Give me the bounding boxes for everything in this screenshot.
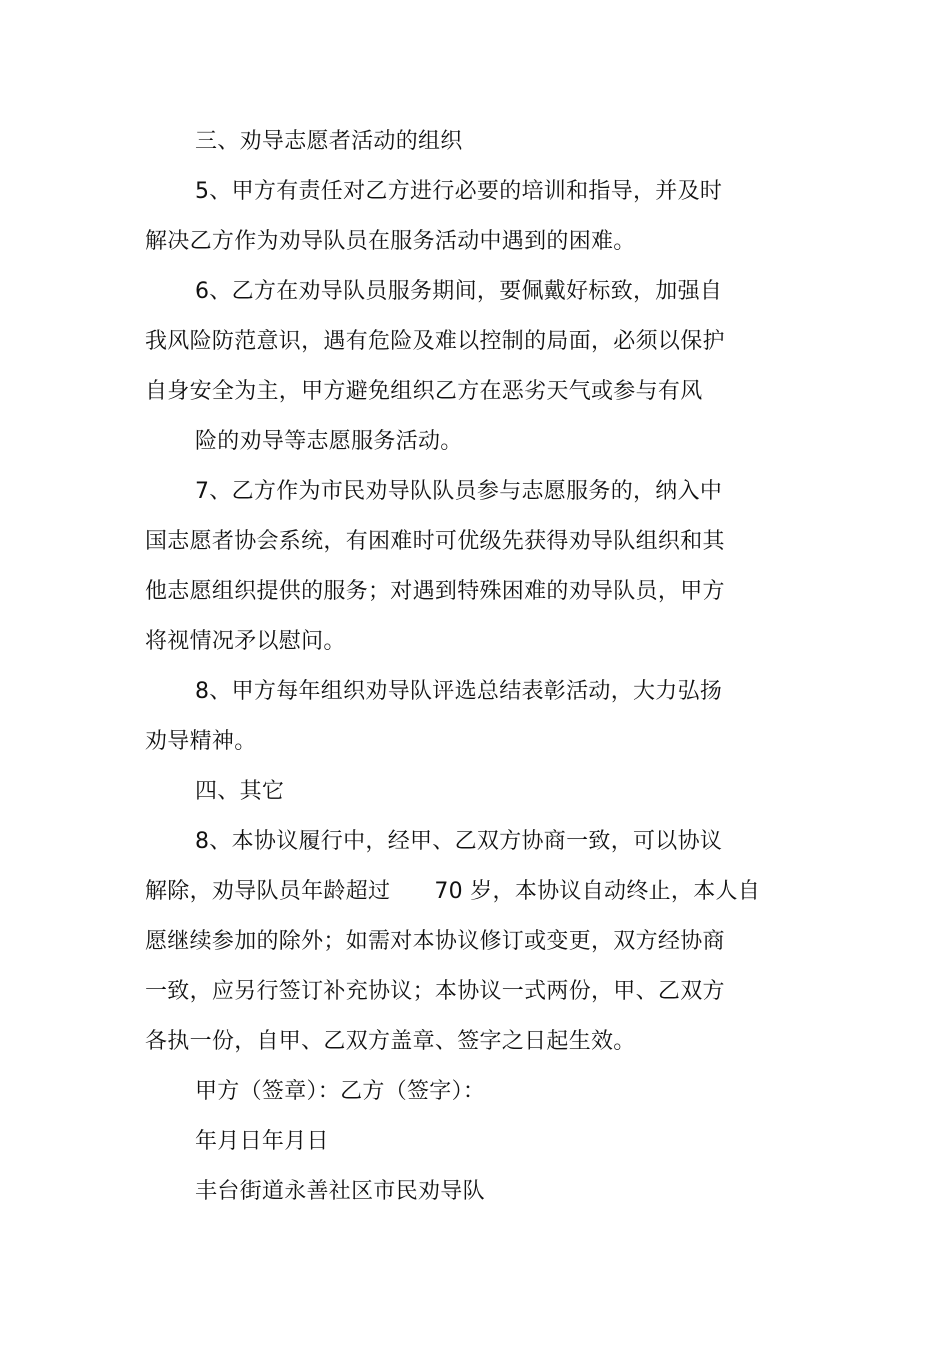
signature-line: 甲方（签章）：乙方（签字）：: [195, 1079, 486, 1104]
paragraph-line: 6、乙方在劝导队员服务期间，要佩戴好标致，加强自: [195, 279, 723, 304]
section-heading-4: 四、其它: [195, 779, 285, 804]
paragraph-line: 将视情况矛以慰问。: [145, 629, 346, 654]
paragraph-line: 一致，应另行签订补充协议；本协议一式两份，甲、乙双方: [145, 979, 725, 1004]
paragraph-line: 8、甲方每年组织劝导队评选总结表彰活动，大力弘扬: [195, 679, 723, 704]
paragraph-line: [145, 877, 760, 907]
paragraph-line: 各执一份，自甲、乙双方盖章、签字之日起生效。: [145, 1029, 636, 1054]
paragraph-text: 岁，本协议自动终止，本人自: [470, 879, 761, 904]
paragraph-line: 5、甲方有责任对乙方进行必要的培训和指导，并及时: [195, 179, 723, 204]
paragraph-line: 7、乙方作为市民劝导队队员参与志愿服务的，纳入中: [195, 479, 723, 504]
paragraph-line: 他志愿组织提供的服务；对遇到特殊困难的劝导队员，甲方: [145, 579, 725, 604]
organization-name: 丰台街道永善社区市民劝导队: [195, 1179, 485, 1204]
paragraph-line: 愿继续参加的除外；如需对本协议修订或变更，双方经协商: [145, 929, 725, 954]
age-limit-value: 70: [434, 879, 463, 904]
paragraph-line: 国志愿者协会系统，有困难时可优级先获得劝导队组织和其: [145, 529, 725, 554]
paragraph-line: 自身安全为主，甲方避免组织乙方在恶劣天气或参与有风: [145, 379, 703, 404]
section-heading-3: 三、劝导志愿者活动的组织: [195, 129, 463, 154]
paragraph-line: 解决乙方作为劝导队员在服务活动中遇到的困难。: [145, 229, 636, 254]
date-line: 年月日年月日: [195, 1129, 329, 1154]
paragraph-line: 我风险防范意识，遇有危险及难以控制的局面，必须以保护: [145, 329, 725, 354]
paragraph-line: 险的劝导等志愿服务活动。: [195, 429, 463, 454]
paragraph-line: 8、本协议履行中，经甲、乙双方协商一致，可以协议: [195, 829, 723, 854]
paragraph-text: 解除，劝导队员年龄超过: [145, 879, 391, 904]
paragraph-line: 劝导精神。: [145, 729, 257, 754]
